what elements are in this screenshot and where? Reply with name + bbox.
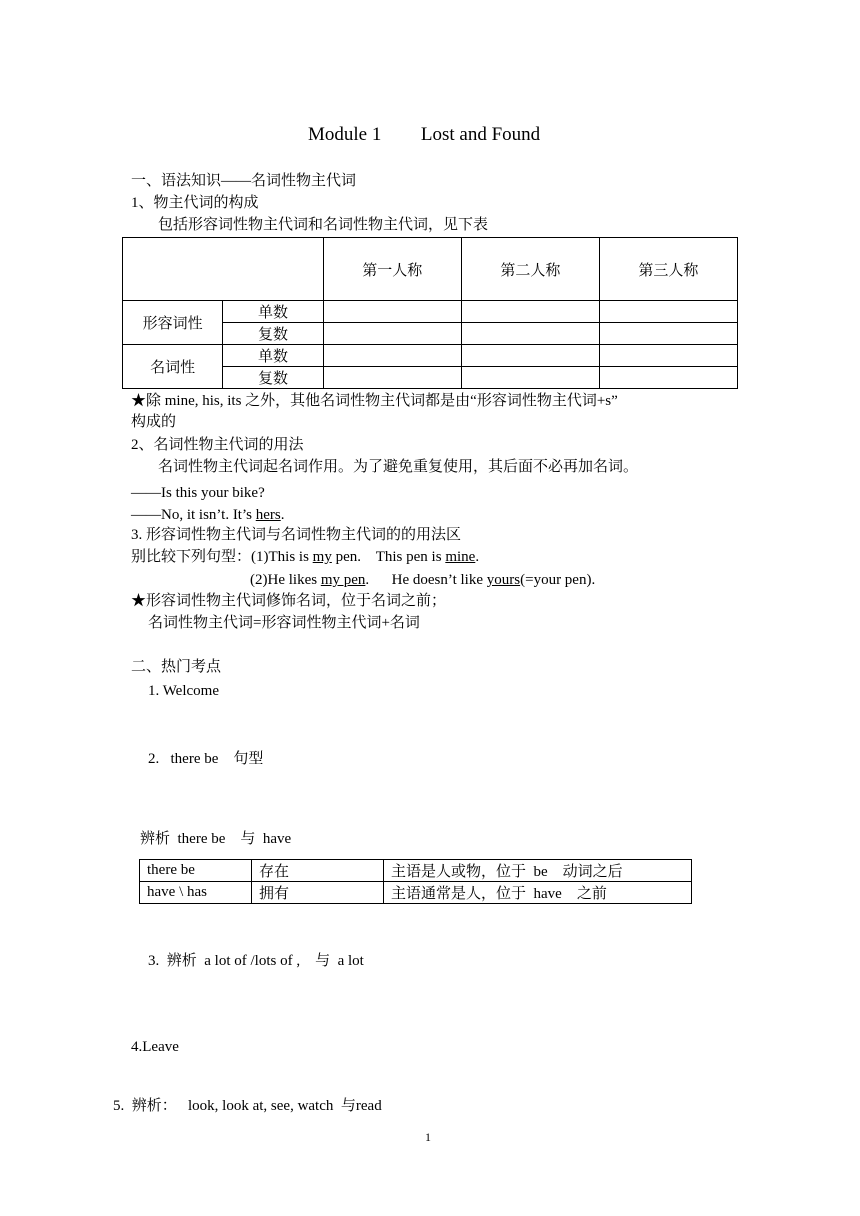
cell-have-rule: 主语通常是人，位于 have 之前 [384, 882, 692, 904]
subsection-1-2: 2、名词性物主代词的用法 [131, 437, 304, 453]
example-2-end: (=your pen). [520, 572, 596, 588]
subsection-1-1: 1、物主代词的构成 [131, 195, 259, 211]
dialogue-line-1: ——Is this your bike? [131, 485, 265, 501]
table-cell [323, 301, 461, 323]
table-cell [461, 301, 599, 323]
note-1-line-2: 构成的 [131, 414, 177, 430]
example-2-text: (2)He likes [250, 572, 321, 588]
subsection-1-1-desc: 包括形容词性物主代词和名词性物主代词，见下表 [158, 217, 489, 233]
example-1-u2: mine [445, 549, 476, 565]
row-adjective: 形容词性 [123, 301, 223, 345]
dialogue-2-underlined: hers [255, 507, 281, 523]
table-cell [599, 345, 737, 367]
table-cell [461, 345, 599, 367]
example-1-end: . [475, 549, 480, 565]
table-cell [323, 323, 461, 345]
example-2 [250, 571, 595, 589]
table-cell [599, 301, 737, 323]
table-cell [323, 367, 461, 389]
cell-there-be-rule: 主语是人或物，位于 be 动词之后 [384, 860, 692, 882]
example-2-mid: . He doesn’t like [365, 572, 487, 588]
dialogue-2-end: . [280, 507, 285, 523]
section-2-heading: 二、热门考点 [131, 659, 222, 675]
page-title [308, 124, 540, 147]
example-1-text: 别比较下列句型：(1)This is [131, 549, 313, 565]
table-cell [599, 367, 737, 389]
header-third-person: 第三人称 [599, 238, 737, 301]
example-2-u1: my pen [320, 572, 366, 588]
topic-2-compare: 辨析 there be 与 have [140, 831, 292, 847]
there-be-have-table [139, 859, 692, 904]
subsection-1-3: 3. 形容词性物主代词与名词性物主代词的的用法区 [131, 527, 462, 543]
note-2-line-2: 名词性物主代词=形容词性物主代词+名词 [148, 615, 420, 631]
dialogue-2-text: ——No, it isn’t. It’s [131, 507, 256, 523]
example-1-u1: my [312, 549, 332, 565]
module-name: Lost and Found [420, 124, 541, 145]
row-adj-plural: 复数 [223, 323, 323, 345]
example-1-mid: pen. This pen is [331, 549, 446, 565]
topic-3: 3. 辨析 a lot of /lots of , 与 a lot [148, 953, 364, 969]
table-cell [599, 323, 737, 345]
row-adj-singular: 单数 [223, 301, 323, 323]
topic-2: 2. there be 句型 [148, 751, 264, 767]
section-1-heading: 一、语法知识——名词性物主代词 [131, 173, 357, 189]
example-1 [131, 548, 479, 566]
cell-exist: 存在 [252, 860, 384, 882]
topic-1: 1. Welcome [148, 683, 219, 699]
cell-own: 拥有 [252, 882, 384, 904]
dialogue-line-2 [131, 506, 284, 524]
note-1-line-1: ★除 mine, his, its 之外，其他名词性物主代词都是由“形容词性物主代词+s” [131, 393, 618, 409]
topic-5: 5. 辨析： look, look at, see, watch 与read [113, 1098, 382, 1114]
topic-4: 4.Leave [131, 1039, 179, 1055]
pronoun-table [122, 237, 738, 389]
module-number: Module 1 [308, 124, 382, 145]
cell-there-be: there be [140, 860, 252, 882]
page-number: 1 [425, 1130, 431, 1144]
row-noun: 名词性 [123, 345, 223, 389]
table-corner-cell [123, 238, 324, 301]
cell-have-has: have \ has [140, 882, 252, 904]
header-first-person: 第一人称 [323, 238, 461, 301]
header-second-person: 第二人称 [461, 238, 599, 301]
table-cell [461, 323, 599, 345]
table-cell [461, 367, 599, 389]
example-2-u2: yours [486, 572, 521, 588]
row-noun-plural: 复数 [223, 367, 323, 389]
row-noun-singular: 单数 [223, 345, 323, 367]
table-cell [323, 345, 461, 367]
note-2-line-1: ★形容词性物主代词修饰名词，位于名词之前； [131, 593, 447, 609]
subsection-1-2-desc: 名词性物主代词起名词作用。为了避免重复使用，其后面不必再加名词。 [158, 459, 639, 475]
